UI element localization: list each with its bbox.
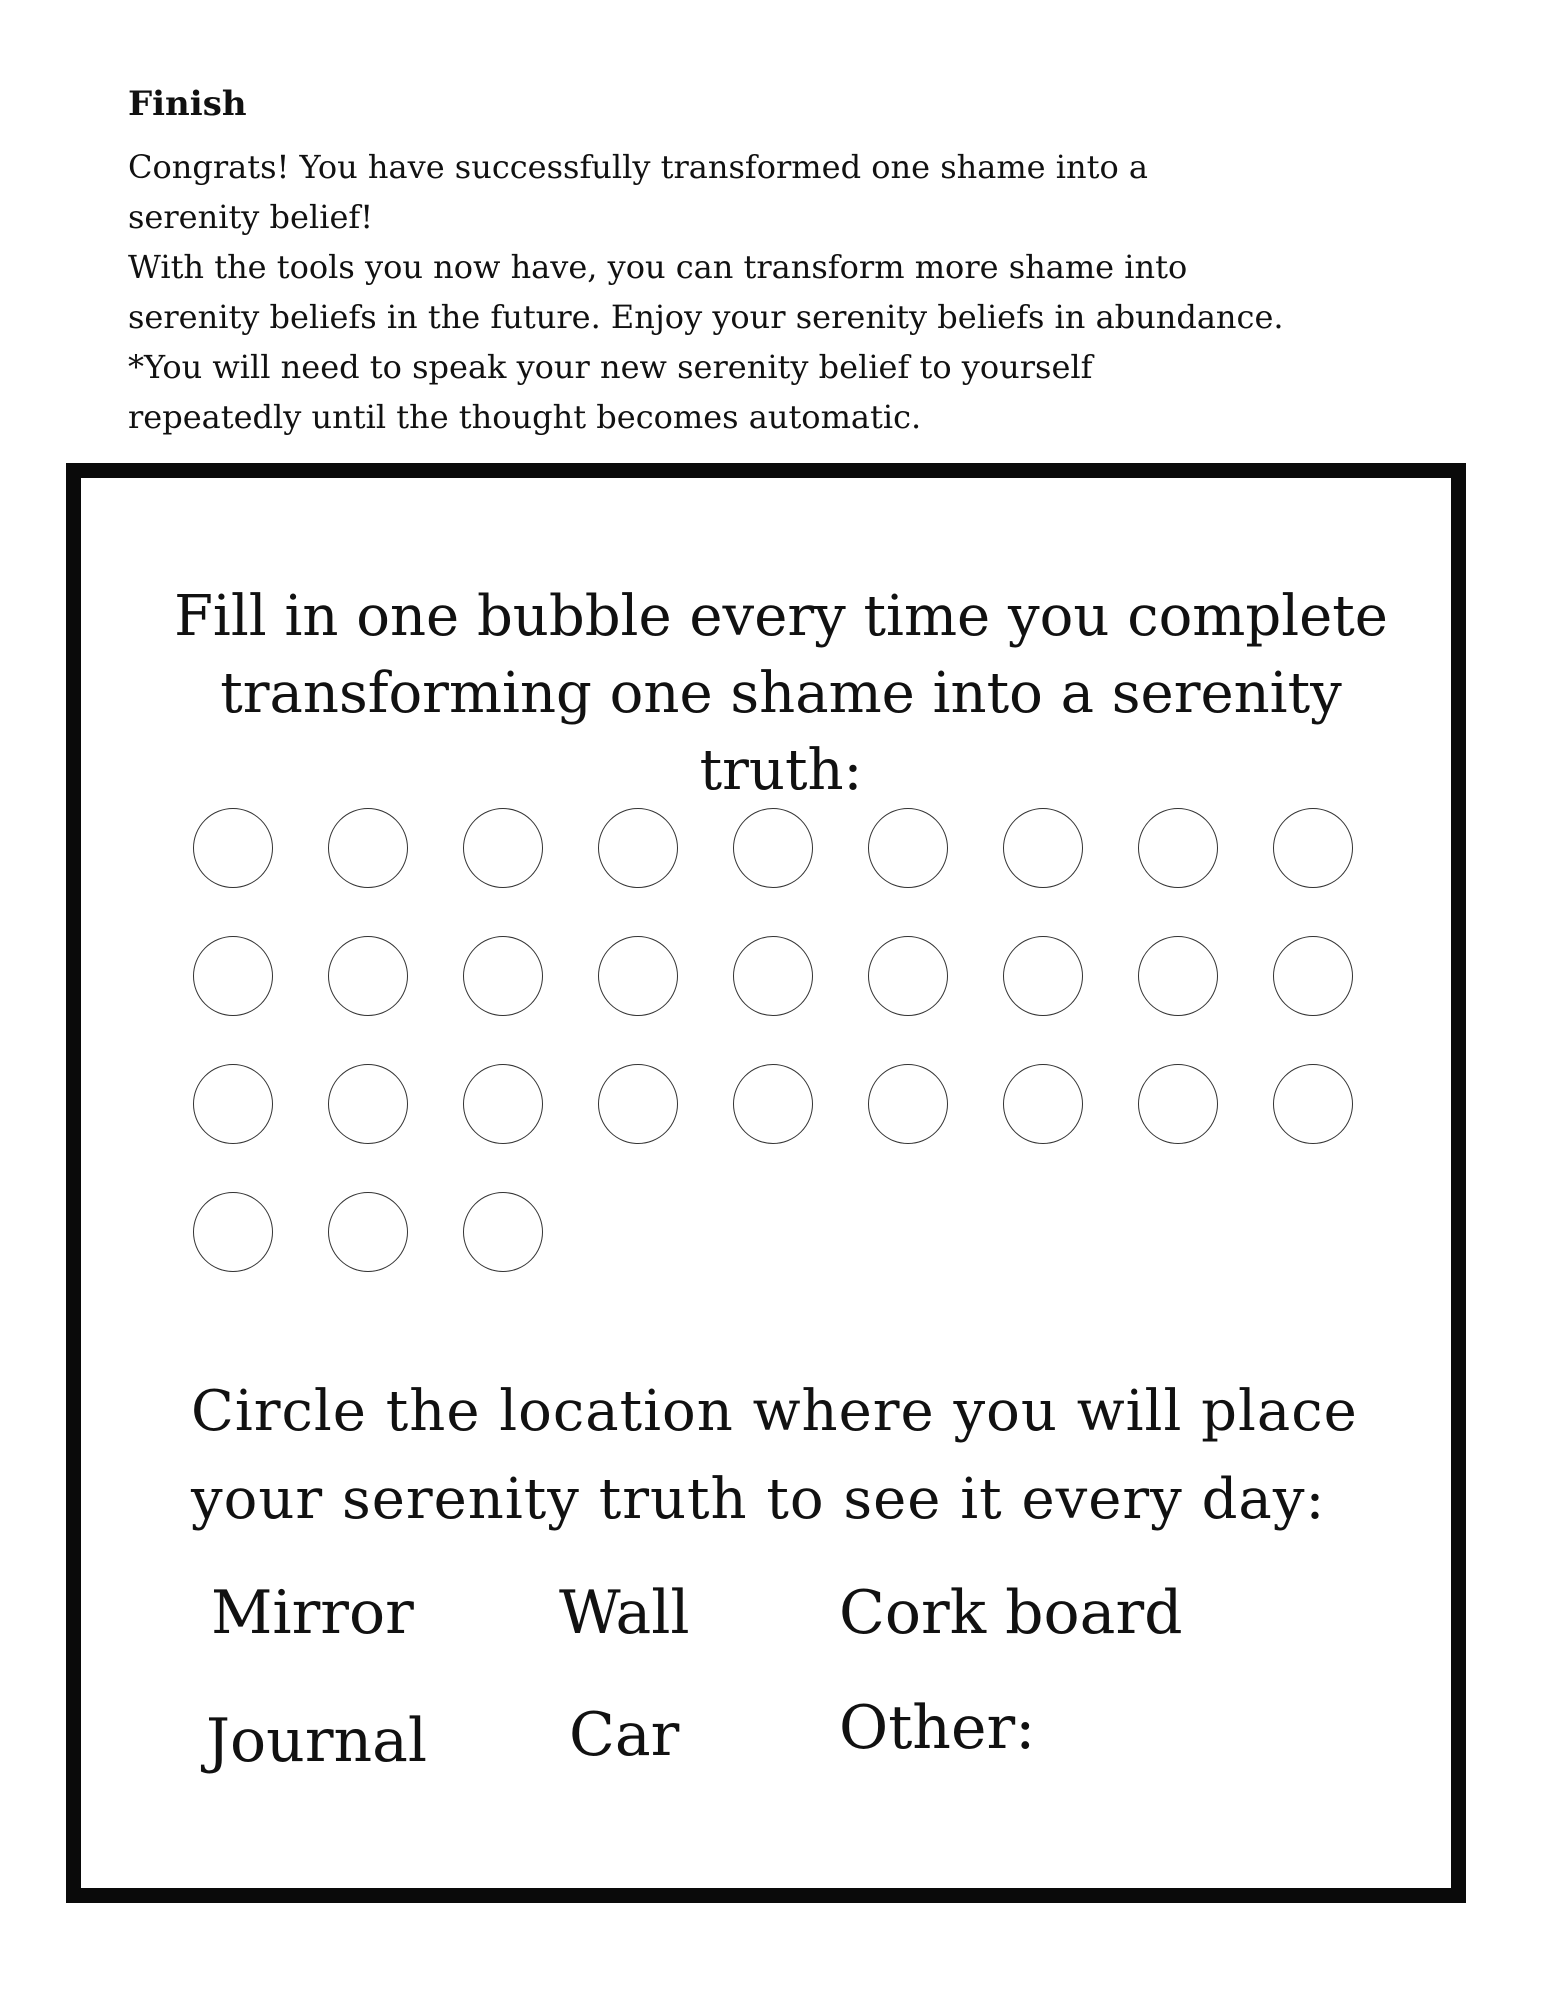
progress-bubble[interactable]: [1003, 936, 1083, 1016]
progress-bubble[interactable]: [598, 1064, 678, 1144]
progress-bubble[interactable]: [193, 936, 273, 1016]
worksheet-frame: [66, 463, 1466, 1903]
repetition-note: *You will need to speak your new serenity belief to yourself repeatedly until the thought becomes automatic.: [128, 348, 1093, 436]
progress-bubble[interactable]: [1138, 1064, 1218, 1144]
tracker-instruction: Fill in one bubble every time you complete transforming one shame into a serenity truth:: [174, 584, 1388, 803]
progress-bubble[interactable]: [463, 936, 543, 1016]
progress-bubble[interactable]: [193, 1192, 273, 1272]
location-option-cork-board[interactable]: Cork board: [839, 1578, 1183, 1648]
progress-bubble[interactable]: [868, 936, 948, 1016]
tools-text: With the tools you now have, you can transform more shame into serenity beliefs in the future. Enjoy your serenity beliefs in abundance.: [128, 248, 1284, 336]
progress-bubble[interactable]: [463, 1192, 543, 1272]
bubble-tracker: [193, 808, 1293, 1272]
progress-bubble[interactable]: [868, 1064, 948, 1144]
progress-bubble[interactable]: [868, 808, 948, 888]
progress-bubble[interactable]: [1138, 808, 1218, 888]
progress-bubble[interactable]: [598, 936, 678, 1016]
section-heading: Finish: [128, 84, 247, 124]
location-option-wall[interactable]: Wall: [559, 1578, 690, 1648]
progress-bubble[interactable]: [328, 1192, 408, 1272]
location-instruction: Circle the location where you will place your serenity truth to see it every day:: [191, 1379, 1358, 1532]
location-option-journal[interactable]: Journal: [206, 1706, 428, 1776]
progress-bubble[interactable]: [328, 1064, 408, 1144]
progress-bubble[interactable]: [1138, 936, 1218, 1016]
progress-bubble[interactable]: [1273, 1064, 1353, 1144]
progress-bubble[interactable]: [463, 808, 543, 888]
location-option-other[interactable]: Other:: [839, 1693, 1036, 1763]
progress-bubble[interactable]: [1273, 808, 1353, 888]
progress-bubble[interactable]: [598, 808, 678, 888]
progress-bubble[interactable]: [463, 1064, 543, 1144]
progress-bubble[interactable]: [1273, 936, 1353, 1016]
location-option-car[interactable]: Car: [569, 1700, 680, 1770]
progress-bubble[interactable]: [193, 1064, 273, 1144]
progress-bubble[interactable]: [733, 1064, 813, 1144]
intro-section: [128, 82, 1348, 442]
progress-bubble[interactable]: [1003, 1064, 1083, 1144]
progress-bubble[interactable]: [733, 808, 813, 888]
progress-bubble[interactable]: [733, 936, 813, 1016]
congrats-text: Congrats! You have successfully transformed one shame into a serenity belief!: [128, 148, 1148, 236]
progress-bubble[interactable]: [1003, 808, 1083, 888]
progress-bubble[interactable]: [193, 808, 273, 888]
progress-bubble[interactable]: [328, 936, 408, 1016]
progress-bubble[interactable]: [328, 808, 408, 888]
location-option-mirror[interactable]: Mirror: [211, 1578, 414, 1648]
